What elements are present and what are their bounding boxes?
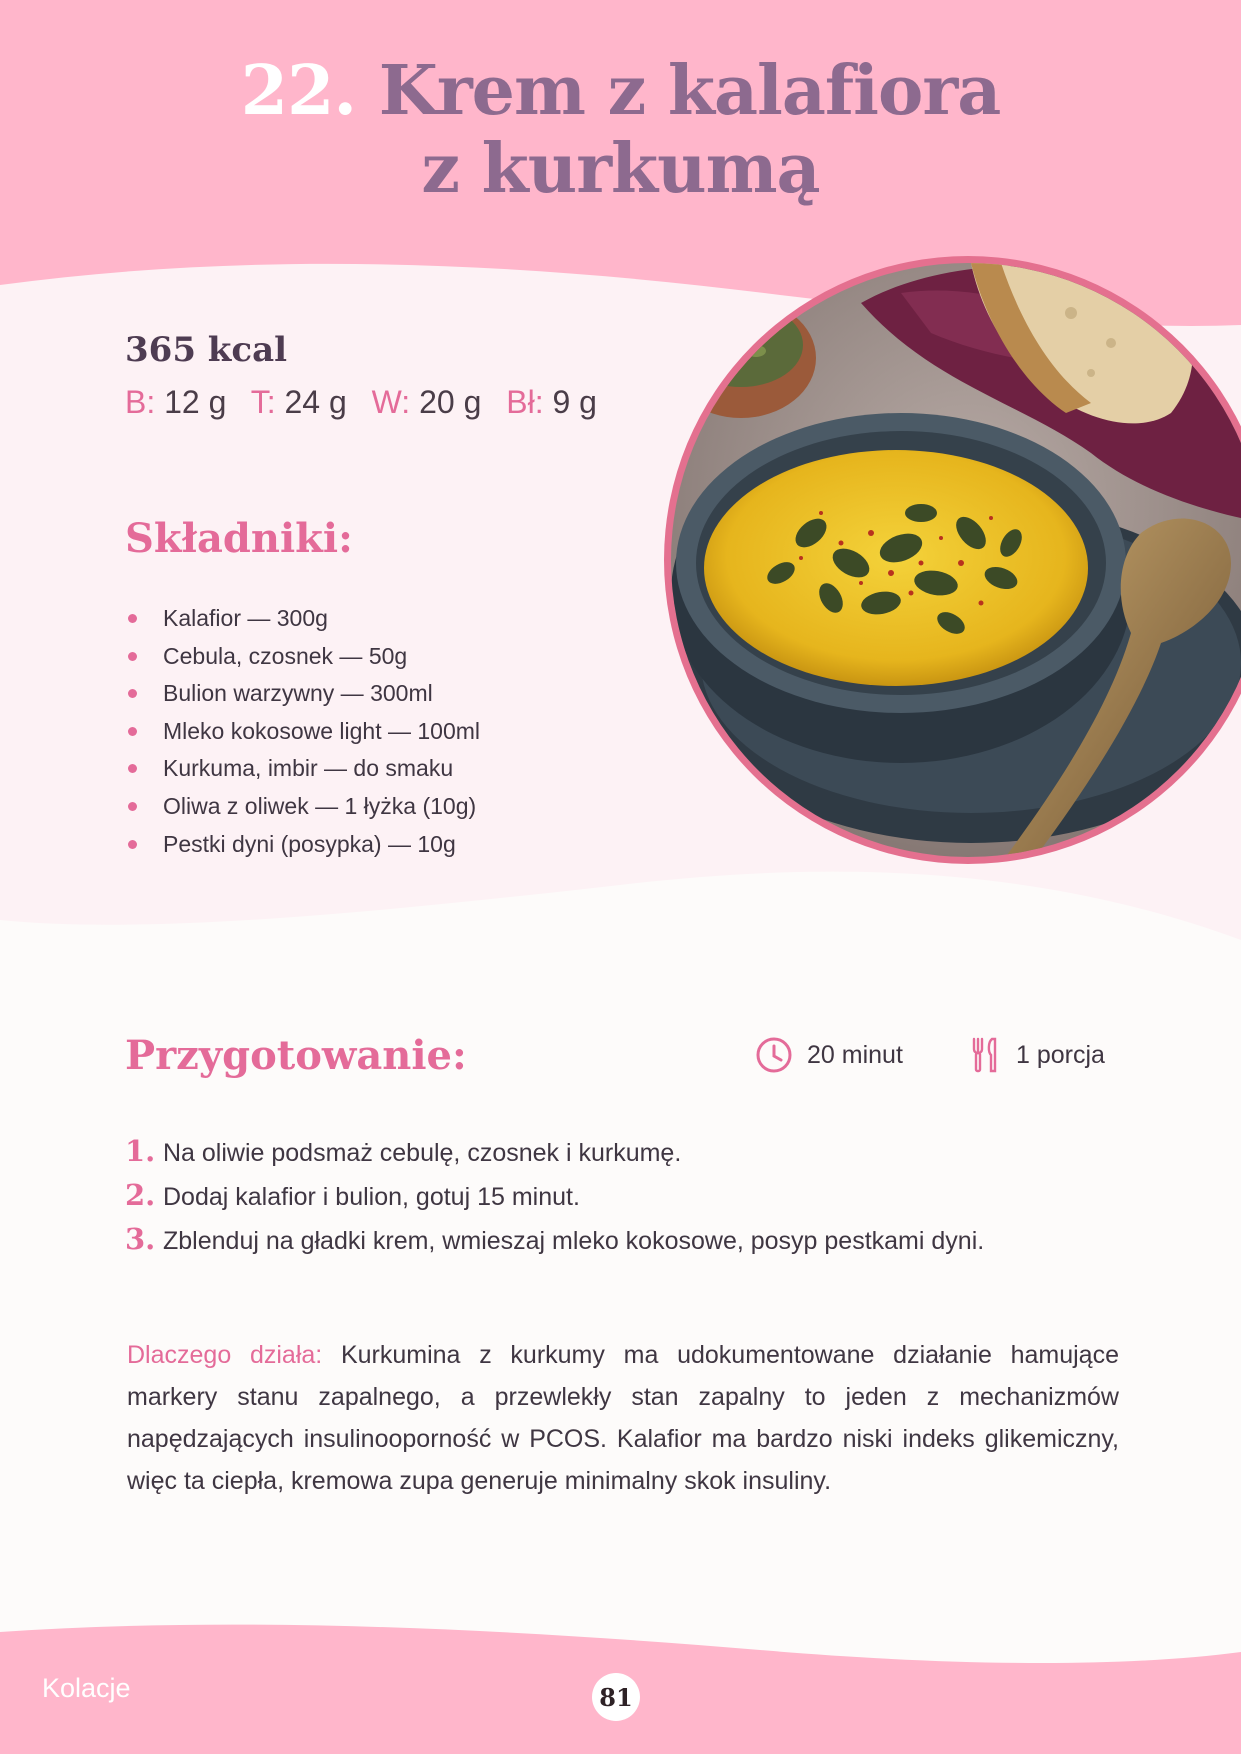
list-item: Pestki dyni (posypka) — 10g	[125, 826, 480, 864]
prep-time-value: 20 minut	[807, 1040, 903, 1069]
list-item: Bulion warzywny — 300ml	[125, 675, 480, 713]
ingredients-list	[125, 600, 480, 863]
recipe-title	[0, 52, 1241, 208]
bullet-icon	[128, 727, 137, 736]
list-item: 1. Na oliwie podsmaż cebulę, czosnek i kurkumę.	[125, 1134, 682, 1168]
cutlery-icon	[970, 1036, 1002, 1074]
why-text: Kurkumina z kurkumy ma udokumentowane działanie hamujące markery stanu zapalnego, a przewlekły stan zapalny to jeden z mechanizmów napędzających insulinooporność w PCOS. Kalafior ma bardzo niski indeks glikemiczny, więc ta ciepła, kremowa zupa generuje minimalny skok insuliny.	[127, 1341, 1119, 1495]
preparation-heading: Przygotowanie:	[125, 1032, 467, 1079]
list-item: Oliwa z oliwek — 1 łyżka (10g)	[125, 788, 480, 826]
macro-carbs: W: 20 g	[371, 384, 482, 420]
list-item: Kurkuma, imbir — do smaku	[125, 750, 480, 788]
steps-list	[125, 1130, 984, 1262]
recipe-title-line1: Krem z kalafiora	[378, 51, 1001, 131]
macros	[125, 384, 613, 421]
recipe-title-line2: z kurkumą	[421, 129, 820, 209]
bullet-icon	[128, 689, 137, 698]
why-it-works	[127, 1334, 1119, 1502]
footer-section-name: Kolacje	[42, 1673, 131, 1703]
recipe-photo-frame	[664, 256, 1241, 864]
prep-time	[755, 1036, 903, 1074]
bullet-icon	[128, 652, 137, 661]
bullet-icon	[128, 802, 137, 811]
page-number: 81	[592, 1673, 640, 1721]
why-label: Dlaczego działa:	[127, 1341, 323, 1369]
servings	[970, 1036, 1105, 1074]
bullet-icon	[128, 614, 137, 623]
macro-fiber: Bł: 9 g	[506, 384, 597, 420]
macro-protein: B: 12 g	[125, 384, 227, 420]
list-item: 3. Zblenduj na gładki krem, wmieszaj mleko kokosowe, posyp pestkami dyni.	[125, 1222, 985, 1256]
bullet-icon	[128, 840, 137, 849]
ingredients-heading: Składniki:	[125, 515, 353, 562]
recipe-photo	[671, 263, 1241, 857]
calories: 365 kcal	[125, 330, 288, 370]
list-item: 2. Dodaj kalafior i bulion, gotuj 15 minut.	[125, 1178, 580, 1212]
bullet-icon	[128, 764, 137, 773]
list-item: Mleko kokosowe light — 100ml	[125, 713, 480, 751]
list-item: Cebula, czosnek — 50g	[125, 638, 480, 676]
servings-value: 1 porcja	[1016, 1040, 1105, 1069]
recipe-number: 22.	[240, 51, 357, 131]
list-item: Kalafior — 300g	[125, 600, 480, 638]
clock-icon	[755, 1036, 793, 1074]
macro-fat: T: 24 g	[250, 384, 347, 420]
